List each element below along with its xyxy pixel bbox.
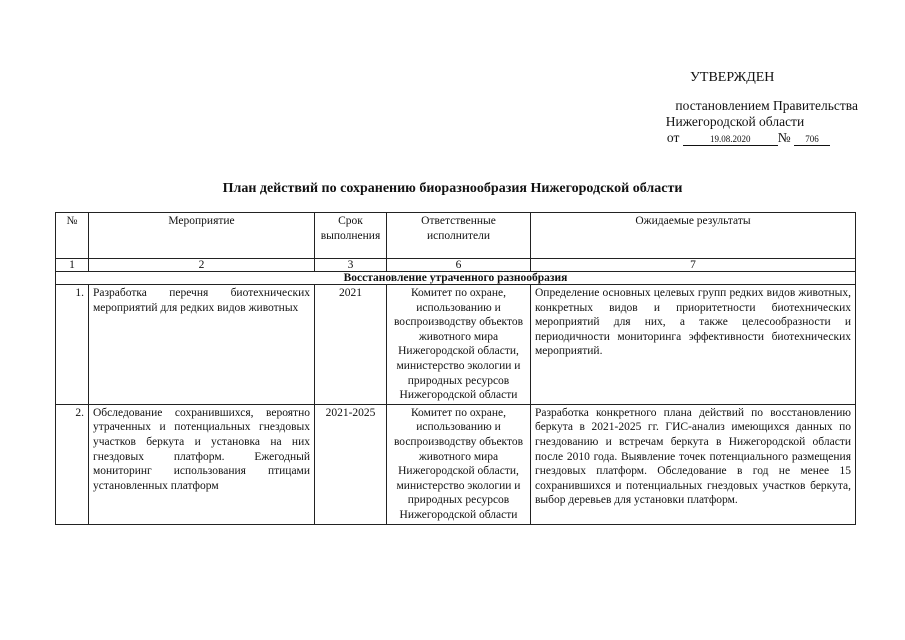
column-number: 2: [89, 259, 315, 272]
document-title: План действий по сохранению биоразнообразия Нижегородской области: [222, 181, 683, 196]
column-number: 7: [531, 259, 856, 272]
row-responsible: Комитет по охране, использованию и воспроизводству объектов животного мира Нижегородской области, министерство экологии и природных ресурсов Нижегородской области: [387, 285, 531, 405]
header-responsible: Ответственные исполнители: [387, 213, 531, 259]
number-label: №: [777, 130, 791, 145]
row-action: Разработка перечня биотехнических мероприятий для редких видов животных: [89, 285, 315, 405]
row-action: Обследование сохранившихся, вероятно утраченных и потенциальных гнездовых участков беркута и установка на них гнездовых платформ. Ежегодный мониторинг использования птицами установленных платформ: [89, 404, 315, 524]
action-plan-table: [55, 212, 856, 525]
approval-block: [560, 70, 870, 146]
column-number: 1: [56, 259, 89, 272]
approval-date: 19.08.2020: [683, 134, 778, 146]
row-number: 1.: [56, 285, 89, 405]
column-number: 6: [387, 259, 531, 272]
row-number: 2.: [56, 404, 89, 524]
approval-number: 706: [794, 134, 830, 146]
header-action: Мероприятие: [89, 213, 315, 259]
date-label: от: [666, 130, 680, 145]
row-result: Определение основных целевых групп редких видов животных, конкретных видов и приоритетности биотехнических мероприятий для них, а также целесообразности и периодичности мониторинга эффективности биотехнических мероприятий.: [531, 285, 856, 405]
approval-signature-line: [560, 130, 870, 146]
section-row: [56, 272, 856, 285]
row-term: 2021-2025: [315, 404, 387, 524]
row-result: Разработка конкретного плана действий по восстановлению беркута в 2021-2025 гг. ГИС-анализ имеющихся данных по гнездованию и встречам беркута в Нижегородской области после 2010 года. Выявление точек потенциального размещения гнездовых платформ. Обследование в год не менее 15 сохранившихся и потенциальных гнездовых участков беркута, выбор деревьев для установки платформ.: [531, 404, 856, 524]
header-term: Срок выполнения: [315, 213, 387, 259]
header-result: Ожидаемые результаты: [531, 213, 856, 259]
approved-heading: УТВЕРЖДЕН: [690, 70, 775, 85]
table-row: [56, 285, 856, 405]
column-number: 3: [315, 259, 387, 272]
approval-line-1: постановлением Правительства: [675, 98, 858, 113]
row-responsible: Комитет по охране, использованию и воспроизводству объектов животного мира Нижегородской области, министерство экологии и природных ресурсов Нижегородской области: [387, 404, 531, 524]
header-number: №: [56, 213, 89, 259]
section-title: Восстановление утраченного разнообразия: [56, 272, 856, 285]
table-header-row: [56, 213, 856, 259]
approval-line-2: Нижегородской области: [665, 114, 805, 129]
column-number-row: [56, 259, 856, 272]
row-term: 2021: [315, 285, 387, 405]
table-row: [56, 404, 856, 524]
